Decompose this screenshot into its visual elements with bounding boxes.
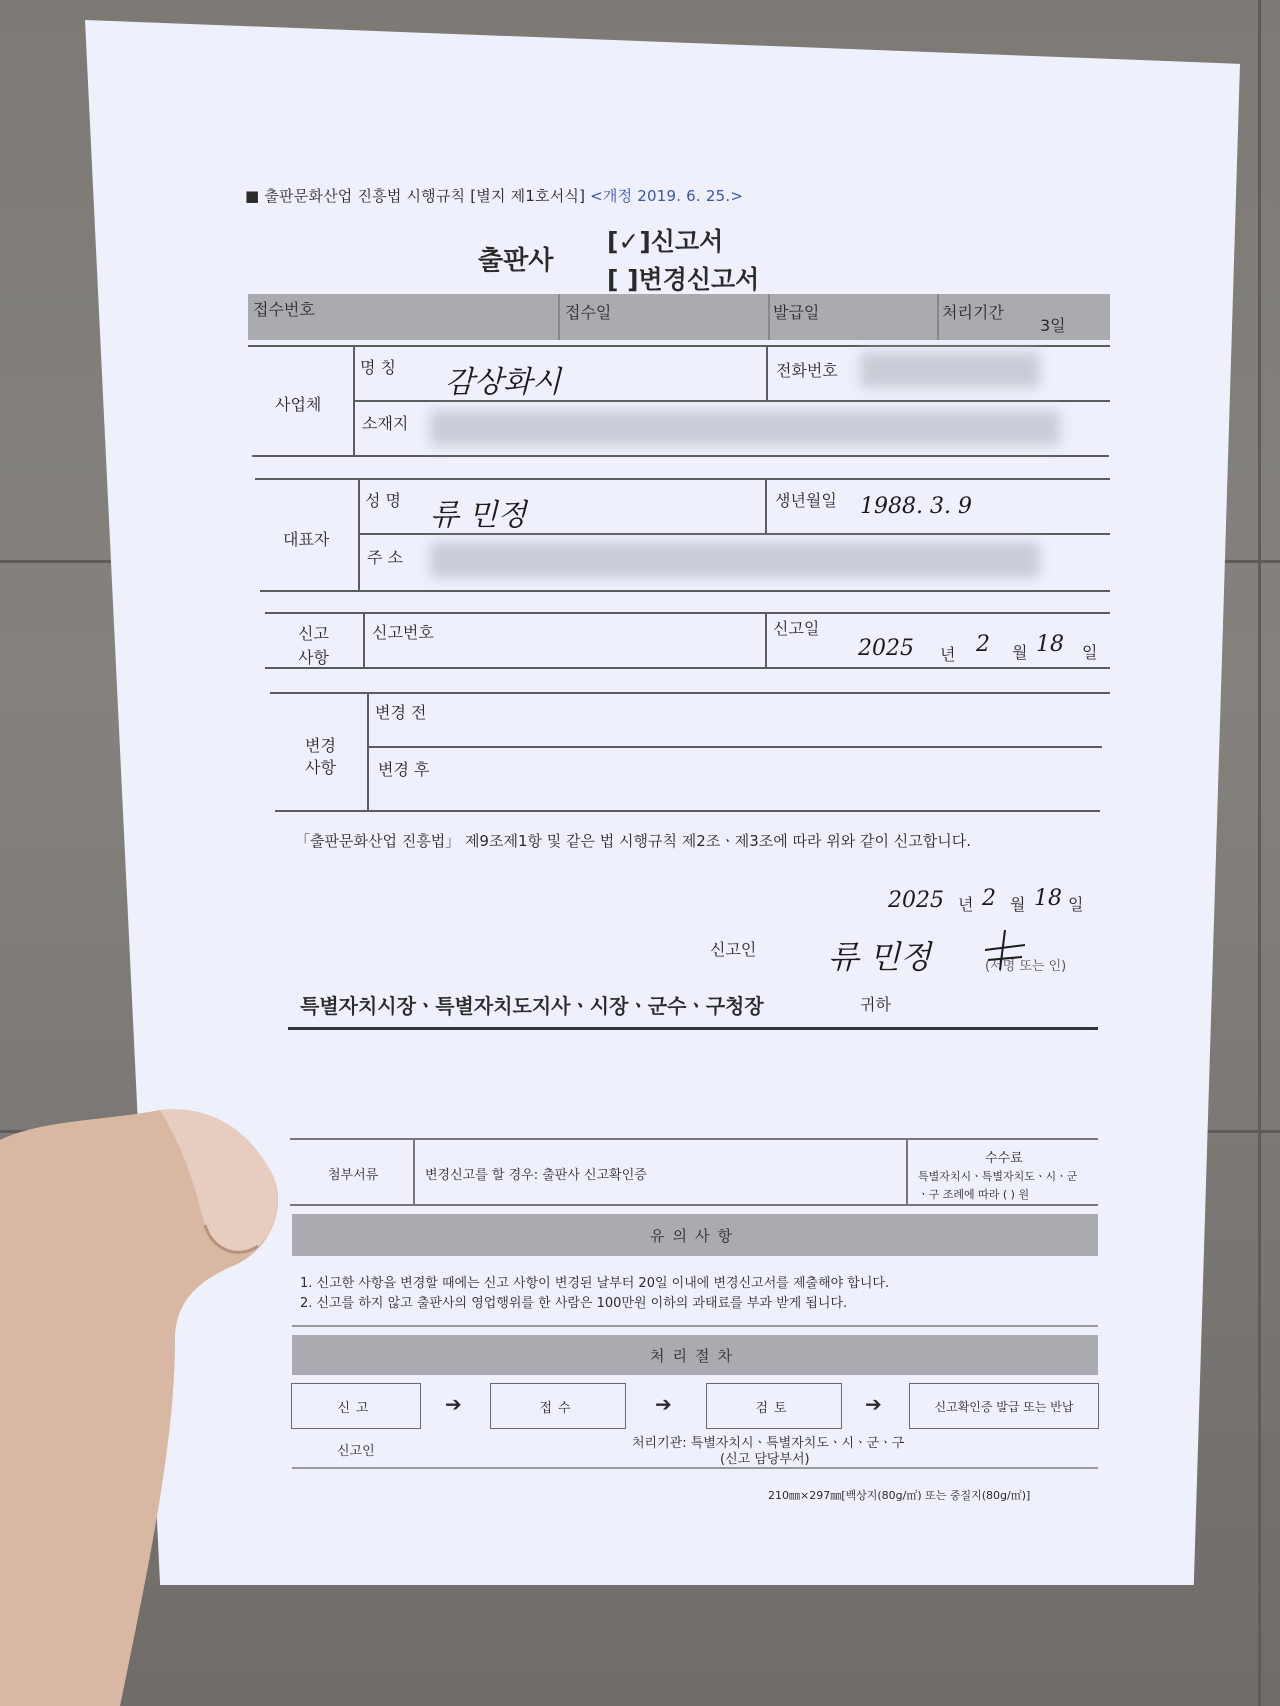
note-item-1: 1. 신고한 사항을 변경할 때에는 신고 사항이 변경된 날부터 20일 이내에 변경신고서를 제출해야 합니다.	[300, 1276, 890, 1291]
procedure-step-issue: 신고확인증 발급 또는 반납	[909, 1383, 1099, 1429]
arrow-right-icon: ➔	[655, 1392, 672, 1416]
procedure-heading: 처리절차	[292, 1335, 1098, 1375]
addressee-suffix: 귀하	[860, 995, 891, 1014]
report-month-unit: 월	[1012, 643, 1028, 662]
fee-line-2: ㆍ구 조례에 따라 ( ) 원	[918, 1188, 1030, 1201]
procedure-step1-sub: 신고인	[337, 1444, 375, 1459]
change-before-label: 변경 전	[375, 703, 427, 722]
reporter-name[interactable]: 류 민정	[828, 938, 931, 976]
sign-year-unit: 년	[958, 895, 974, 914]
change-after-label: 변경 후	[378, 760, 430, 779]
sign-month-value[interactable]: 2	[982, 886, 996, 911]
sign-month-unit: 월	[1010, 895, 1026, 914]
addressee: 특별자치시장ㆍ특별자치도지사ㆍ시장ㆍ군수ㆍ구청장	[300, 994, 764, 1018]
signature-mark-icon	[980, 925, 1030, 973]
phone-label: 전화번호	[776, 361, 838, 380]
report-date-label: 신고일	[773, 619, 820, 638]
report-section-label-1: 신고	[298, 624, 329, 643]
option-report[interactable]: [✓]신고서	[607, 227, 724, 256]
fee-line-1: 특별자치시ㆍ특별자치도ㆍ시ㆍ군	[918, 1170, 1078, 1183]
change-section-label-2: 사항	[305, 758, 336, 777]
reporter-label: 신고인	[710, 940, 757, 959]
paper-spec-footer: 210㎜×297㎜[백상지(80g/㎡) 또는 중질지(80g/㎡)]	[768, 1489, 1031, 1502]
phone-redacted	[860, 352, 1040, 388]
procedure-agency-line-2: (신고 담당부서)	[720, 1452, 810, 1467]
receipt-number-label: 접수번호	[253, 300, 315, 319]
rep-address-redacted	[430, 542, 1040, 578]
declaration-statement: 「출판문화산업 진흥법」 제9조제1항 및 같은 법 시행규칙 제2조ㆍ제3조에 따라 위와 같이 신고합니다.	[295, 832, 972, 850]
birth-date-label: 생년월일	[775, 491, 837, 510]
note-item-2: 2. 신고를 하지 않고 출판사의 영업행위를 한 사람은 100만원 이하의 과태료를 부과 받게 됩니다.	[300, 1296, 848, 1311]
business-section-label: 사업체	[275, 395, 322, 414]
report-month-value[interactable]: 2	[976, 632, 990, 657]
sign-year-value[interactable]: 2025	[888, 888, 944, 913]
form-header	[245, 185, 743, 206]
form-title: 출판사	[478, 246, 554, 276]
rep-name-label: 성 명	[365, 491, 401, 510]
report-day-unit: 일	[1082, 643, 1098, 662]
location-redacted	[430, 410, 1060, 446]
rep-address-label: 주 소	[367, 548, 403, 567]
notes-heading: 유의사항	[292, 1214, 1098, 1256]
attachments-label: 첨부서류	[328, 1168, 379, 1183]
form-revision: <개정 2019. 6. 25.>	[590, 187, 744, 205]
business-name-value[interactable]: 감상화시	[445, 365, 561, 400]
processing-period-value: 3일	[1040, 316, 1066, 335]
attachments-content: 변경신고를 할 경우: 출판사 신고확인증	[425, 1168, 647, 1183]
representative-section-label: 대표자	[283, 530, 330, 549]
procedure-agency-line-1: 처리기관: 특별자치시ㆍ특별자치도ㆍ시ㆍ군ㆍ구	[632, 1436, 905, 1451]
change-section-label-1: 변경	[305, 736, 336, 755]
option-change-report[interactable]: [ ]변경신고서	[607, 265, 760, 294]
report-year-unit: 년	[940, 645, 956, 664]
sign-day-unit: 일	[1068, 895, 1084, 914]
arrow-right-icon: ➔	[445, 1392, 462, 1416]
birth-date-value[interactable]: 1988. 3. 9	[860, 494, 972, 519]
report-year-value[interactable]: 2025	[858, 636, 914, 661]
report-day-value[interactable]: 18	[1036, 632, 1064, 657]
receipt-date-label: 접수일	[565, 303, 612, 322]
rep-name-value[interactable]: 류 민정	[430, 498, 527, 533]
sign-day-value[interactable]: 18	[1034, 886, 1062, 911]
arrow-right-icon: ➔	[865, 1392, 882, 1416]
processing-period-label: 처리기간	[942, 303, 1004, 322]
wall-seam	[1258, 0, 1261, 1706]
issue-date-label: 발급일	[773, 303, 820, 322]
form-header-text: ■ 출판문화산업 진흥법 시행규칙 [별지 제1호서식]	[245, 187, 586, 205]
procedure-step-review: 검토	[706, 1383, 842, 1429]
fee-label: 수수료	[985, 1151, 1023, 1166]
report-number-label: 신고번호	[372, 623, 434, 642]
hand-holding-paper	[0, 1100, 290, 1706]
procedure-step-report: 신고	[291, 1383, 421, 1429]
signature-seal-label: (서명 또는 인)	[985, 959, 1067, 974]
procedure-step-receipt: 접수	[490, 1383, 626, 1429]
location-label: 소재지	[362, 414, 409, 433]
report-section-label-2: 사항	[298, 648, 329, 667]
business-name-label: 명 칭	[360, 358, 396, 377]
